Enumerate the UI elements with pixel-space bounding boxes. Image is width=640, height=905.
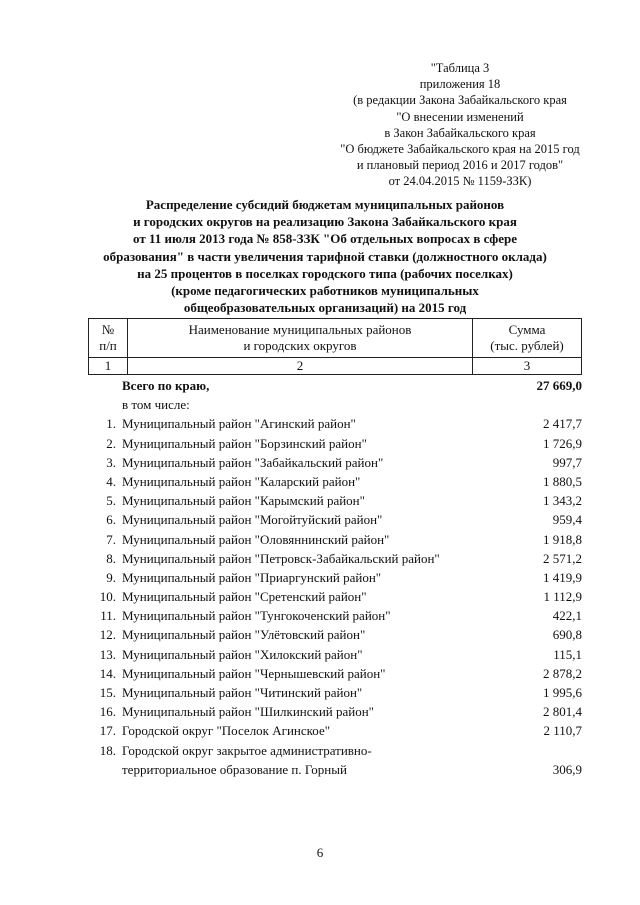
row-name: Муниципальный район "Тунгокоченский район" — [122, 608, 391, 624]
row-name: Городской округ "Поселок Агинское" — [122, 723, 331, 739]
page-number: 6 — [316, 845, 324, 860]
row-value: 2 110,7 — [543, 723, 582, 739]
row-name: Муниципальный район "Оловяннинский район" — [122, 531, 390, 547]
table-row — [88, 549, 582, 568]
row-number: 8. — [106, 550, 116, 566]
row-value: 1 112,9 — [543, 589, 582, 605]
table-row — [88, 453, 582, 472]
table-row — [88, 530, 582, 549]
row-value: 2 571,2 — [543, 550, 582, 566]
title-line: Распределение субсидий бюджетам муниципальных районов — [145, 197, 505, 212]
table-row — [88, 721, 582, 740]
row-name: Муниципальный район "Приаргунский район" — [122, 569, 382, 585]
header-sum-line1: Сумма — [508, 322, 546, 337]
total-row — [88, 376, 582, 395]
row-value: 115,1 — [553, 646, 582, 662]
row-number: 6. — [106, 512, 116, 528]
row-name: Муниципальный район "Улётовский район" — [122, 627, 366, 643]
row-name: Муниципальный район "Могойтуйский район" — [122, 512, 383, 528]
table-row — [88, 414, 582, 433]
table-row — [88, 587, 582, 606]
row-name: Муниципальный район "Сретенский район" — [122, 589, 367, 605]
table-row — [88, 683, 582, 702]
row-name: Муниципальный район "Каларский район" — [122, 473, 361, 489]
row-name: Муниципальный район "Забайкальский район" — [122, 454, 384, 470]
row-value: 690,8 — [552, 627, 582, 643]
row-number: 12. — [99, 627, 116, 643]
header-name-line1: Наименование муниципальных районов — [188, 322, 412, 337]
row-value: 1 726,9 — [543, 435, 582, 451]
title-line: (кроме педагогических работников муниципальных — [171, 283, 479, 299]
header-sum-line2: (тыс. рублей) — [490, 338, 564, 353]
title-line: от 11 июля 2013 года № 858-ЗЗК "Об отдельных вопросах в сфере — [133, 231, 517, 247]
header-note-line: приложения 18 — [419, 77, 501, 92]
row-value: 1 880,5 — [543, 473, 582, 489]
header-number — [89, 319, 128, 358]
row-number: 15. — [99, 685, 116, 700]
header-note — [330, 60, 590, 190]
header-note-line: "Таблица 3 — [430, 61, 490, 75]
header-number-line2: п/п — [99, 338, 117, 353]
row-name-line2: территориальное образование п. Горный — [122, 761, 347, 777]
row-value: 2 878,2 — [543, 665, 582, 681]
column-number-row — [89, 358, 582, 375]
row-name: Муниципальный район "Агинский район" — [122, 416, 356, 432]
row-value: 1 419,9 — [543, 569, 582, 585]
row-name: Муниципальный район "Читинский район" — [122, 685, 363, 700]
row-number: 1. — [106, 416, 116, 432]
row-value: 306,9 — [552, 761, 582, 777]
header-name-line2: и городских округов — [243, 338, 357, 353]
row-name: Муниципальный район "Борзинский район" — [122, 435, 367, 451]
table-row — [88, 741, 582, 779]
row-name: Муниципальный район "Петровск-Забайкальский район" — [122, 550, 440, 566]
column-number: 1 — [89, 358, 128, 375]
total-label: Всего по краю, — [122, 378, 210, 393]
subsidy-table-header — [88, 318, 582, 375]
table-row — [88, 568, 582, 587]
including-label: в том числе: — [122, 397, 190, 413]
row-number: 2. — [106, 435, 116, 451]
row-number: 5. — [106, 493, 116, 509]
table-row — [88, 434, 582, 453]
column-number: 2 — [128, 358, 473, 375]
row-number: 4. — [106, 473, 116, 489]
header-number-line1: № — [101, 322, 115, 337]
row-value: 1 995,6 — [543, 685, 582, 700]
title-line: на 25 процентов в поселках городского типа (рабочих поселках) — [137, 265, 513, 281]
header-note-line: и плановый период 2016 и 2017 годов" — [356, 158, 564, 173]
title-line: образования" в части увеличения тарифной ставки (должностного оклада) — [103, 248, 547, 264]
row-value: 959,4 — [552, 512, 582, 528]
header-note-line: в Закон Забайкальского края — [384, 125, 536, 140]
row-number: 18. — [99, 742, 116, 758]
row-value: 1 918,8 — [543, 531, 582, 547]
document-title — [90, 196, 560, 316]
row-number: 10. — [99, 589, 116, 605]
row-name: Муниципальный район "Чернышевский район" — [122, 665, 386, 681]
title-line: общеобразовательных организаций) на 2015 год — [183, 300, 467, 316]
row-number: 13. — [99, 646, 116, 662]
total-value: 27 669,0 — [536, 378, 582, 393]
row-name: Муниципальный район "Шилкинский район" — [122, 704, 374, 720]
including-row — [88, 395, 582, 414]
header-sum — [473, 319, 582, 358]
row-number: 17. — [99, 723, 116, 739]
row-number: 14. — [99, 665, 116, 681]
header-note-line: "О бюджете Забайкальского края на 2015 год — [340, 142, 580, 157]
row-number: 7. — [106, 531, 116, 547]
column-number: 3 — [473, 358, 582, 375]
table-row — [88, 606, 582, 625]
row-name-line1: Городской округ закрытое административно- — [122, 742, 372, 758]
table-row — [88, 664, 582, 683]
row-number: 11. — [100, 608, 116, 624]
row-value: 997,7 — [552, 454, 582, 470]
table-row — [88, 472, 582, 491]
table-body — [88, 376, 582, 779]
row-name: Муниципальный район "Хилокский район" — [122, 646, 363, 662]
row-number: 3. — [106, 454, 116, 470]
title-line: и городских округов на реализацию Закона Забайкальского края — [133, 214, 517, 230]
header-name — [128, 319, 473, 358]
row-value: 2 417,7 — [543, 416, 582, 432]
header-note-line: "О внесении изменений — [396, 109, 524, 124]
table-row — [88, 625, 582, 644]
row-value: 2 801,4 — [543, 704, 582, 720]
table-row — [88, 645, 582, 664]
table-row — [88, 702, 582, 721]
header-note-line: (в редакции Закона Забайкальского края — [353, 93, 567, 108]
row-value: 1 343,2 — [543, 493, 582, 509]
row-name — [122, 741, 372, 779]
table-header-row — [89, 319, 582, 358]
row-name: Муниципальный район "Карымский район" — [122, 493, 365, 509]
header-note-line: от 24.04.2015 № 1159-ЗЗК) — [388, 174, 532, 189]
table-row — [88, 491, 582, 510]
table-row — [88, 510, 582, 529]
row-number: 9. — [106, 569, 116, 585]
row-value: 422,1 — [552, 608, 582, 624]
row-number: 16. — [99, 704, 116, 720]
